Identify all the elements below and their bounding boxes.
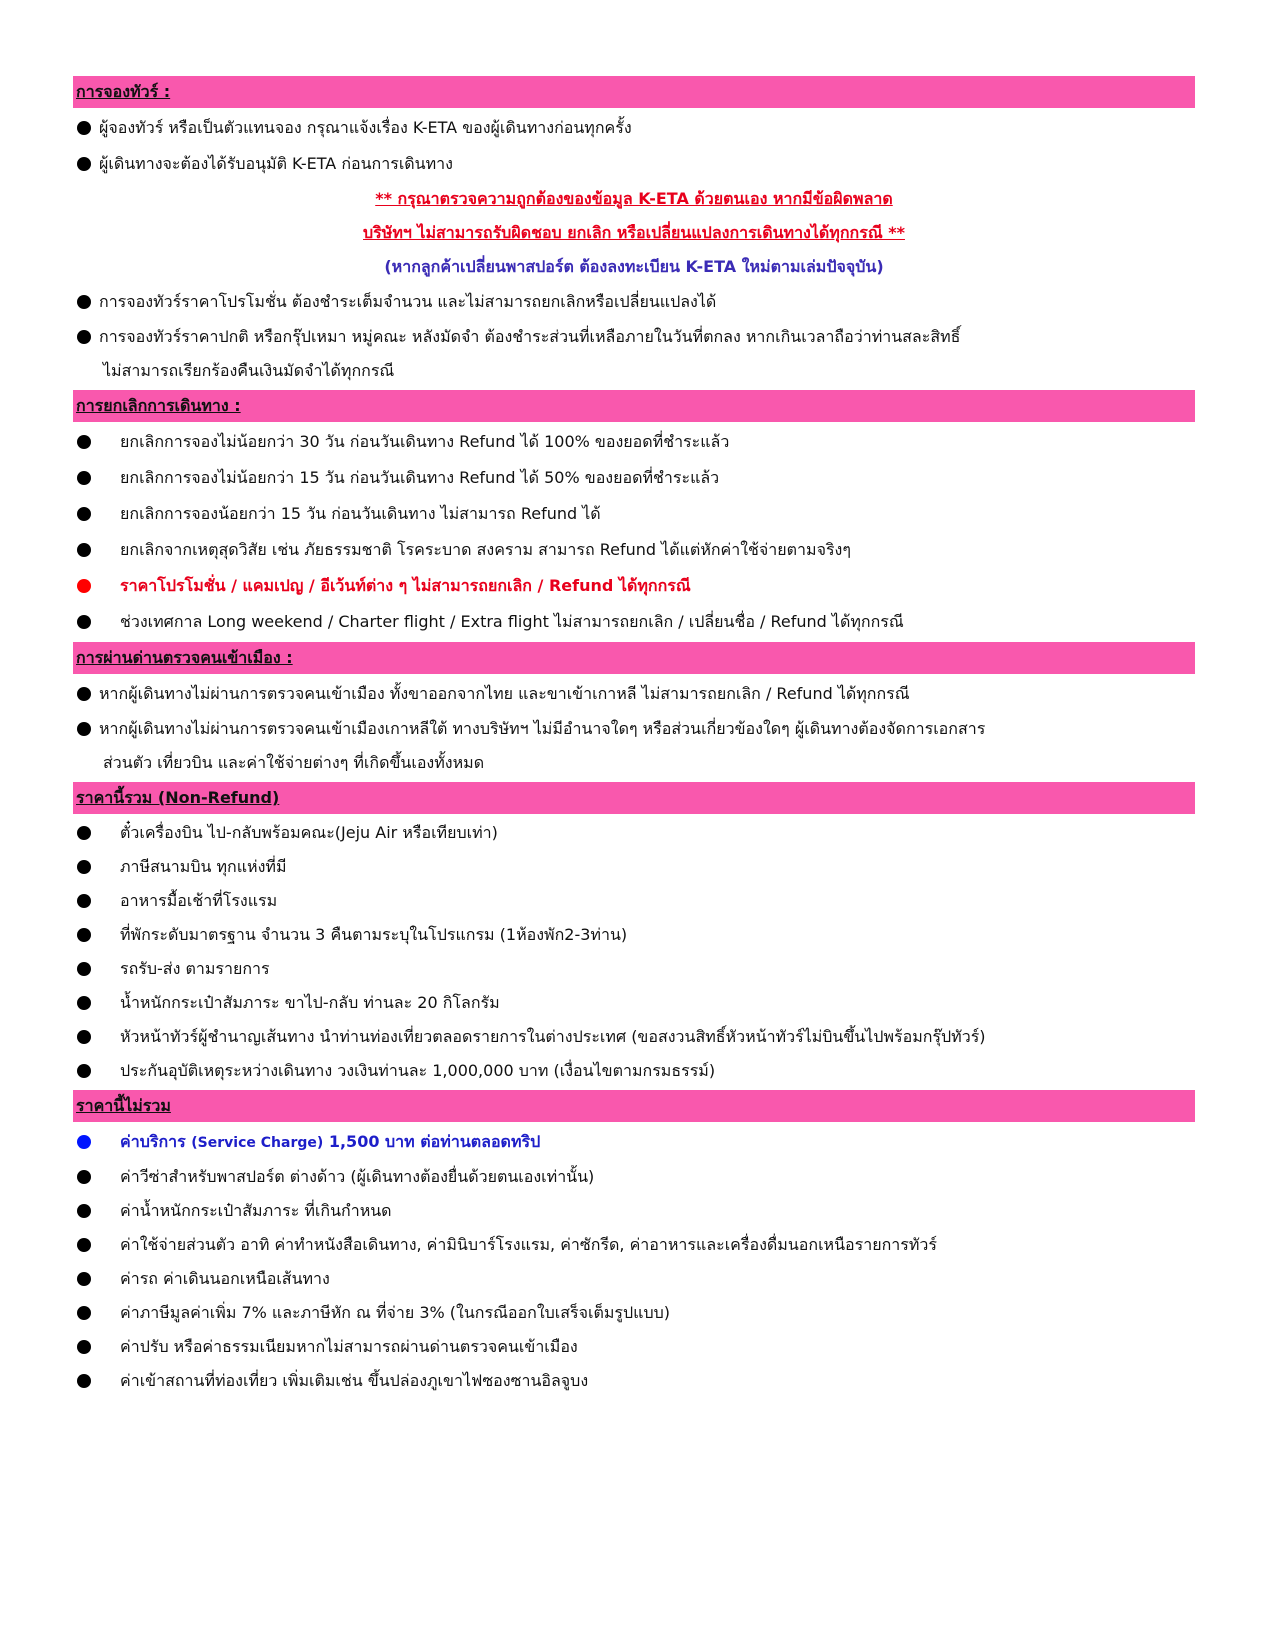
list-item-text: หากผู้เดินทางไม่ผ่านการตรวจคนเข้าเมือง ทั้งขาออกจากไทย และขาเข้าเกาหลี ไม่สามารถยกเลิก / Refund ได้ทุกกรณี	[99, 684, 910, 703]
list-item-text: ช่วงเทศกาล Long weekend / Charter flight / Extra flight ไม่สามารถยกเลิก / เปลี่ยนชื่อ / Refund ได้ทุกกรณี	[120, 612, 904, 631]
service-charge-text	[120, 1124, 540, 1161]
list-item-text: ค่าปรับ หรือค่าธรรมเนียมหากไม่สามารถผ่านด่านตรวจคนเข้าเมือง	[120, 1337, 578, 1356]
list-item-text: ภาษีสนามบิน ทุกแห่งที่มี	[120, 857, 287, 876]
warning-text: ** กรุณาตรวจความถูกต้องของข้อมูล K-ETA ด้วยตนเอง หากมีข้อผิดพลาด	[375, 189, 893, 208]
list-item-text: ค่าใช้จ่ายส่วนตัว อาทิ ค่าทำหนังสือเดินทาง, ค่ามินิบาร์โรงแรม, ค่าซักรีด, ค่าอาหารและเครื่องดื่มนอกเหนือรายการทัวร์	[120, 1235, 937, 1254]
list-item	[73, 1054, 1195, 1088]
list-item-text: ตั๋วเครื่องบิน ไป-กลับพร้อมคณะ(Jeju Air หรือเทียบเท่า)	[120, 823, 498, 842]
bullet-icon	[77, 1204, 91, 1218]
bullet-icon	[77, 962, 91, 976]
list-item-text: การจองทัวร์ราคาโปรโมชั่น ต้องชำระเต็มจำนวน และไม่สามารถยกเลิกหรือเปลี่ยนแปลงได้	[99, 292, 717, 311]
blue-bullet-icon	[77, 1135, 91, 1149]
list-item-text: ค่าภาษีมูลค่าเพิ่ม 7% และภาษีหัก ณ ที่จ่าย 3% (ในกรณีออกใบเสร็จเต็มรูปแบบ)	[120, 1303, 671, 1322]
list-item-text: ค่าวีซ่าสำหรับพาสปอร์ต ต่างด้าว (ผู้เดินทางต้องยื่นด้วยตนเองเท่านั้น)	[120, 1167, 595, 1186]
bullet-icon	[77, 471, 91, 485]
bullet-icon	[77, 928, 91, 942]
bullet-icon	[77, 1306, 91, 1320]
list-item	[73, 1194, 1195, 1228]
bullet-icon	[77, 543, 91, 557]
list-item	[73, 320, 1195, 354]
list-item	[73, 918, 1195, 952]
bullet-icon	[77, 1064, 91, 1078]
list-item	[73, 604, 1195, 640]
bullet-icon	[77, 826, 91, 840]
bullet-icon	[77, 687, 91, 701]
list-item	[73, 460, 1195, 496]
list-item-text: รถรับ-ส่ง ตามรายการ	[120, 959, 270, 978]
service-charge-english: (Service Charge)	[191, 1135, 324, 1151]
warning-line	[73, 216, 1195, 250]
list-item-text: ผู้จองทัวร์ หรือเป็นตัวแทนจอง กรุณาแจ้งเรื่อง K-ETA ของผู้เดินทางก่อนทุกครั้ง	[99, 118, 632, 137]
list-item-text: ค่าเข้าสถานที่ท่องเที่ยว เพิ่มเติมเช่น ขึ้นปล่องภูเขาไฟซองซานอิลจูบง	[120, 1371, 589, 1390]
list-item-text: ค่ารถ ค่าเดินนอกเหนือเส้นทาง	[120, 1269, 330, 1288]
bullet-icon	[77, 435, 91, 449]
list-item	[73, 424, 1195, 460]
bullet-icon	[77, 1170, 91, 1184]
list-item-text: การจองทัวร์ราคาปกติ หรือกรุ๊ปเหมา หมู่คณะ หลังมัดจำ ต้องชำระส่วนที่เหลือภายในวันที่ตกลง หากเกินเวลาถือว่าท่านสละสิทธิ์	[99, 327, 961, 346]
list-item	[73, 884, 1195, 918]
bullet-icon	[77, 615, 91, 629]
list-item	[73, 1364, 1195, 1398]
list-item-text: หากผู้เดินทางไม่ผ่านการตรวจคนเข้าเมืองเกาหลีใต้ ทางบริษัทฯ ไม่มีอำนาจใดๆ หรือส่วนเกี่ยวข้องใดๆ ผู้เดินทางต้องจัดการเอกสาร	[99, 719, 986, 738]
terms-content	[73, 74, 1195, 1398]
list-item	[73, 986, 1195, 1020]
section-header-excluded: ราคานี้ไม่รวม	[73, 1090, 1195, 1122]
bullet-icon	[77, 1030, 91, 1044]
section-header-included: ราคานี้รวม (Non-Refund)	[73, 782, 1195, 814]
bullet-icon	[77, 996, 91, 1010]
list-item-text: น้ำหนักกระเป๋าสัมภาระ ขาไป-กลับ ท่านละ 20 กิโลกรัม	[120, 993, 500, 1012]
list-item-promo	[73, 568, 1195, 604]
list-item	[73, 1228, 1195, 1262]
bullet-icon	[77, 1340, 91, 1354]
section-header-immigration: การผ่านด่านตรวจคนเข้าเมือง :	[73, 642, 1195, 674]
kera-note	[73, 250, 1195, 284]
list-item-continuation	[73, 746, 1195, 780]
list-item	[73, 952, 1195, 986]
list-item-text: ยกเลิกจากเหตุสุดวิสัย เช่น ภัยธรรมชาติ โรคระบาด สงคราม สามารถ Refund ได้แต่หักค่าใช้จ่ายตามจริงๆ	[120, 540, 851, 559]
bullet-icon	[77, 330, 91, 344]
list-item	[73, 146, 1195, 182]
list-item-text: ประกันอุบัติเหตุระหว่างเดินทาง วงเงินท่านละ 1,000,000 บาท (เงื่อนไขตามกรมธรรม์)	[120, 1061, 716, 1080]
list-item-text: ที่พักระดับมาตรฐาน จำนวน 3 คืนตามระบุในโปรแกรม (1ห้องพัก2-3ท่าน)	[120, 925, 628, 944]
list-item	[73, 1020, 1195, 1054]
bullet-icon	[77, 157, 91, 171]
warning-text: บริษัทฯ ไม่สามารถรับผิดชอบ ยกเลิก หรือเปลี่ยนแปลงการเดินทางได้ทุกกรณี **	[363, 223, 905, 242]
list-item-text: ไม่สามารถเรียกร้องคืนเงินมัดจำได้ทุกกรณี	[103, 361, 395, 380]
red-bullet-icon	[77, 579, 91, 593]
list-item-text: ยกเลิกการจองไม่น้อยกว่า 30 วัน ก่อนวันเดินทาง Refund ได้ 100% ของยอดที่ชำระแล้ว	[120, 432, 730, 451]
list-item-text: ผู้เดินทางจะต้องได้รับอนุมัติ K-ETA ก่อนการเดินทาง	[99, 154, 453, 173]
list-item	[73, 1296, 1195, 1330]
bullet-icon	[77, 1272, 91, 1286]
list-item	[73, 816, 1195, 850]
bullet-icon	[77, 121, 91, 135]
list-item	[73, 496, 1195, 532]
list-item	[73, 1262, 1195, 1296]
list-item	[73, 110, 1195, 146]
list-item-service-charge	[73, 1124, 1195, 1160]
list-item	[73, 532, 1195, 568]
list-item-continuation	[73, 354, 1195, 388]
bullet-icon	[77, 894, 91, 908]
list-item	[73, 1330, 1195, 1364]
list-item-text: ยกเลิกการจองน้อยกว่า 15 วัน ก่อนวันเดินทาง ไม่สามารถ Refund ได้	[120, 504, 601, 523]
section-header-booking: การจองทัวร์ :	[73, 76, 1195, 108]
note-text: (หากลูกค้าเปลี่ยนพาสปอร์ต ต้องลงทะเบียน K-ETA ใหม่ตามเล่มปัจจุบัน)	[384, 257, 884, 276]
section-header-cancellation: การยกเลิกการเดินทาง :	[73, 390, 1195, 422]
promo-text: ราคาโปรโมชั่น / แคมเปญ / อีเว้นท์ต่าง ๆ ไม่สามารถยกเลิก / Refund ได้ทุกกรณี	[120, 576, 691, 595]
bullet-icon	[77, 1238, 91, 1252]
bullet-icon	[77, 507, 91, 521]
list-item	[73, 712, 1195, 746]
warning-line	[73, 182, 1195, 216]
list-item	[73, 676, 1195, 712]
list-item	[73, 850, 1195, 884]
list-item-text: ค่าน้ำหนักกระเป๋าสัมภาระ ที่เกินกำหนด	[120, 1201, 392, 1220]
service-charge-amount: 1,500 บาท ต่อท่านตลอดทริป	[328, 1132, 541, 1151]
list-item	[73, 1160, 1195, 1194]
service-charge-label: ค่าบริการ	[120, 1132, 186, 1151]
list-item	[73, 284, 1195, 320]
list-item-text: อาหารมื้อเช้าที่โรงแรม	[120, 891, 278, 910]
list-item-text: ยกเลิกการจองไม่น้อยกว่า 15 วัน ก่อนวันเดินทาง Refund ได้ 50% ของยอดที่ชำระแล้ว	[120, 468, 720, 487]
bullet-icon	[77, 722, 91, 736]
bullet-icon	[77, 860, 91, 874]
bullet-icon	[77, 1374, 91, 1388]
bullet-icon	[77, 295, 91, 309]
list-item-text: ส่วนตัว เที่ยวบิน และค่าใช้จ่ายต่างๆ ที่เกิดขึ้นเองทั้งหมด	[103, 753, 485, 772]
list-item-text: หัวหน้าทัวร์ผู้ชำนาญเส้นทาง นำท่านท่องเที่ยวตลอดรายการในต่างประเทศ (ขอสงวนสิทธิ์หัวหน้าทัวร์ไม่บินขึ้นไปพร้อมกรุ๊ปทัวร์)	[120, 1027, 986, 1046]
